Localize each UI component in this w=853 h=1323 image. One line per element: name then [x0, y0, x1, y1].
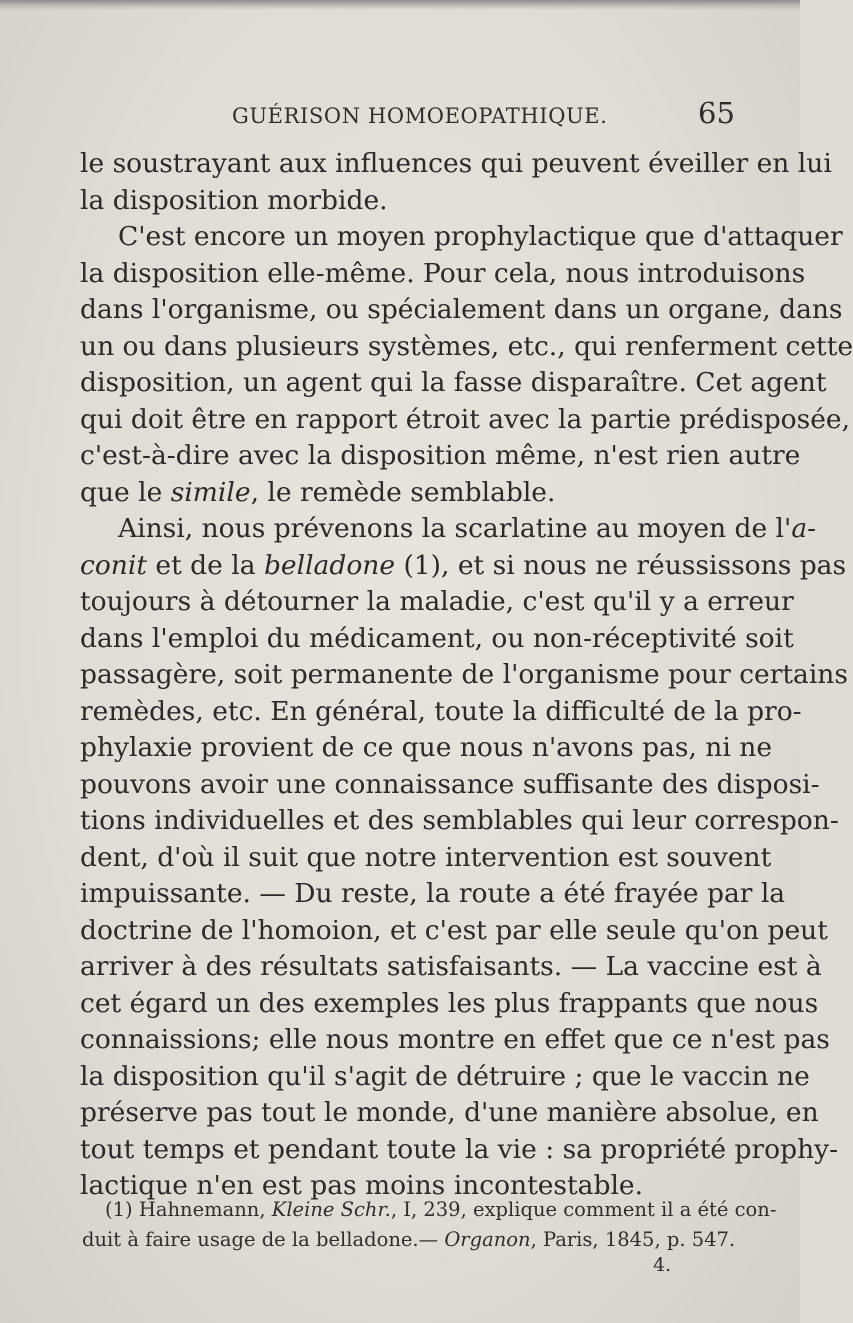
- signature-mark: 4.: [653, 1254, 672, 1276]
- text-line: disposition, un agent qui la fasse disparaître. Cet agent: [80, 367, 827, 398]
- running-title: GUÉRISON HOMOEOPATHIQUE.: [232, 104, 608, 128]
- text-line: passagère, soit permanente de l'organisme pour certains: [80, 659, 848, 690]
- text-line: impuissante. — Du reste, la route a été frayée par la: [80, 878, 786, 909]
- text-line: le soustrayant aux influences qui peuvent éveiller en lui: [80, 148, 832, 179]
- text-line: Ainsi, nous prévenons la scarlatine au moyen de l'a-: [118, 513, 817, 544]
- text-line: cet égard un des exemples les plus frappants que nous: [80, 987, 819, 1019]
- text-line: préserve pas tout le monde, d'une manière absolue, en: [80, 1097, 819, 1128]
- text-line: remèdes, etc. En général, toute la difficulté de la pro-: [80, 695, 802, 727]
- footnote-line: duit à faire usage de la belladone.— Organon, Paris, 1845, p. 547.: [82, 1228, 736, 1251]
- text-line: phylaxie provient de ce que nous n'avons pas, ni ne: [80, 732, 773, 763]
- text-line: connaissions; elle nous montre en effet que ce n'est pas: [80, 1024, 830, 1055]
- page-number: 65: [698, 96, 735, 130]
- text-line: C'est encore un moyen prophylactique que d'attaquer: [118, 221, 843, 252]
- italic-title: Kleine Schr.: [271, 1198, 391, 1221]
- text-line: arriver à des résultats satisfaisants. — La vaccine est à: [80, 951, 822, 982]
- running-head: [0, 96, 800, 136]
- text-line: c'est-à-dire avec la disposition même, n'est rien autre: [80, 440, 801, 471]
- italic-term: a-: [791, 513, 817, 544]
- text-line: tions individuelles et des semblables qui leur correspon-: [80, 805, 839, 836]
- text-line: la disposition qu'il s'agit de détruire ; que le vaccin ne: [80, 1060, 810, 1092]
- body-text: [80, 146, 853, 1205]
- text-line: dans l'organisme, ou spécialement dans un organe, dans: [80, 294, 843, 325]
- text-line: tout temps et pendant toute la vie : sa propriété prophy-: [80, 1133, 839, 1165]
- text-line: toujours à détourner la maladie, c'est qu'il y a erreur: [80, 586, 794, 617]
- text-line: lactique n'en est pas moins incontestable.: [80, 1170, 644, 1201]
- text-line: doctrine de l'homoion, et c'est par elle seule qu'on peut: [80, 914, 828, 946]
- italic-term: belladone: [263, 549, 396, 581]
- text-line: la disposition morbide.: [80, 184, 388, 216]
- text-line: qui doit être en rapport étroit avec la partie prédisposée,: [80, 403, 851, 435]
- footnote-line: (1) Hahnemann, Kleine Schr., I, 239, explique comment il a été con-: [105, 1198, 777, 1221]
- text-line: dent, d'où il suit que notre intervention est souvent: [80, 841, 772, 873]
- text-line: la disposition elle-même. Pour cela, nous introduisons: [80, 257, 806, 289]
- text-line: dans l'emploi du médicament, ou non-réceptivité soit: [80, 622, 794, 654]
- italic-term: conit: [80, 549, 147, 581]
- text-line: que le simile, le remède semblable.: [80, 476, 556, 508]
- text-line: conit et de la belladone (1), et si nous ne réussissons pas: [80, 549, 847, 581]
- text-line: pouvons avoir une connaissance suffisante des disposi-: [80, 768, 820, 800]
- italic-term: simile: [170, 476, 251, 508]
- italic-title: Organon: [444, 1228, 531, 1251]
- text-line: un ou dans plusieurs systèmes, etc., qui renferment cette: [80, 330, 853, 362]
- page-top-edge: [0, 0, 800, 10]
- footnote: [82, 1195, 777, 1255]
